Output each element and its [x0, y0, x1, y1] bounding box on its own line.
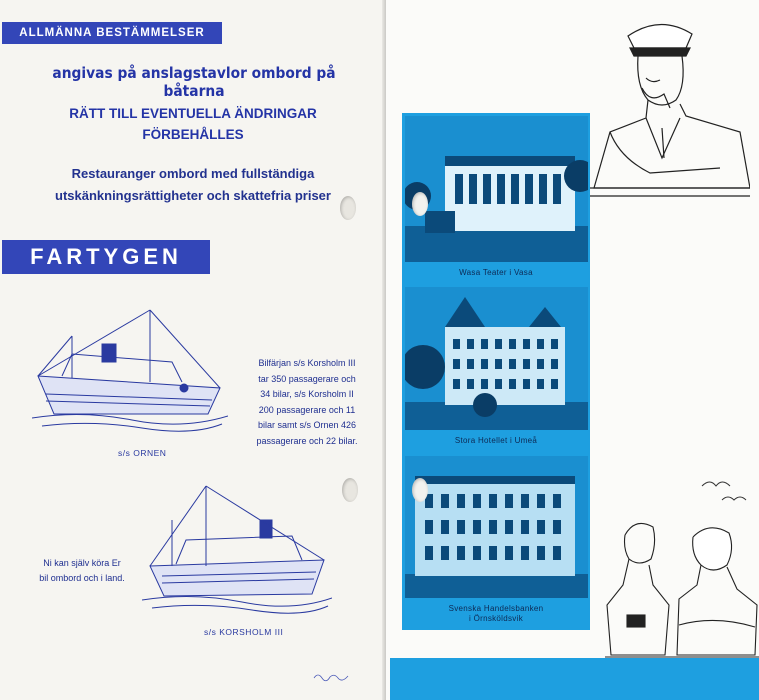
banner-allmanna-bestammelser: ALLMÄNNA BESTÄMMELSER — [2, 22, 222, 44]
ferry-description-line: 34 bilar, s/s Korsholm II — [260, 389, 354, 399]
captain-sketch-illustration — [590, 8, 750, 213]
ship-korsholm-illustration — [142, 480, 332, 614]
changes-reserved-line1: RÄTT TILL EVENTUELLA ÄNDRINGAR — [69, 106, 317, 121]
ferry-description-line: tar 350 passagerare och — [258, 373, 356, 384]
punch-hole — [342, 478, 358, 502]
drive-aboard-note-line: bil ombord och i land. — [39, 573, 125, 583]
restaurant-line1: Restauranger ombord med fullständiga — [71, 166, 315, 181]
drive-aboard-note-line: Ni kan själv köra Er — [43, 558, 121, 568]
ferry-description — [244, 356, 370, 449]
photo-stora-hotellet — [405, 287, 588, 430]
illustrator-signature — [312, 670, 352, 682]
notice-line: angivas på anslagstavlor ombord på båtarna — [52, 64, 336, 100]
photo-caption-stora-hotellet: Stora Hotellet i Umeå — [454, 436, 538, 445]
changes-reserved-line2: FÖRBEHÅLLES — [142, 127, 244, 142]
ferry-description-line: Bilfärjan s/s Korsholm III — [258, 358, 356, 368]
photo-caption-handelsbanken-line1: Svenska Handelsbanken — [448, 604, 544, 613]
restaurant-line2: utskänkningsrättigheter och skattefria priser — [55, 188, 331, 203]
seagulls-sketch — [692, 472, 752, 512]
ferry-description-line: bilar samt s/s Ornen 426 — [257, 420, 357, 430]
photo-caption-wasa-teater: Wasa Teater i Vasa — [459, 268, 533, 277]
couple-sketch-illustration — [605, 515, 759, 665]
ship-korsholm-caption: s/s KORSHOLM III — [204, 627, 284, 637]
punch-hole — [412, 478, 428, 502]
drive-aboard-note — [30, 556, 134, 586]
banner-fartygen: FARTYGEN — [2, 240, 210, 274]
photo-wasa-teater — [405, 116, 588, 262]
photo-caption-handelsbanken-line2: i Örnsköldsvik — [469, 614, 523, 623]
bottom-blue-bar — [390, 658, 759, 700]
photo-svenska-handelsbanken — [405, 456, 588, 598]
ship-ornen-caption: s/s ORNEN — [118, 448, 167, 458]
punch-hole — [340, 196, 356, 220]
ship-ornen-illustration — [32, 306, 228, 432]
ferry-description-line: passagerare och 22 bilar. — [256, 435, 358, 446]
punch-hole — [412, 192, 428, 216]
ferry-description-line: 200 passagerare och 11 — [258, 404, 356, 415]
